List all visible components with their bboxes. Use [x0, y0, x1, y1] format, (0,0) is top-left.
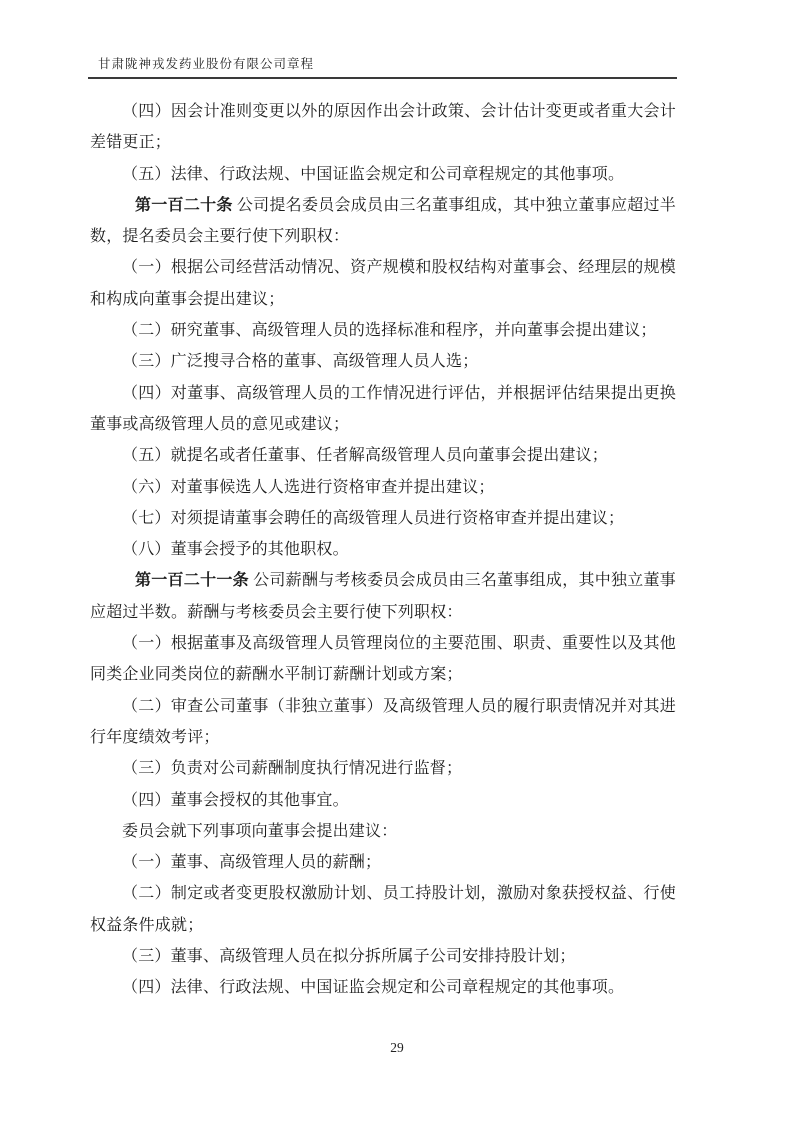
article-paragraph: 第一百二十一条 公司薪酬与考核委员会成员由三名董事组成，其中独立董事应超过半数。薪酬与考核委员会主要行使下列职权：	[90, 572, 676, 621]
paragraph: （二）研究董事、高级管理人员的选择标准和程序，并向董事会提出建议；	[122, 322, 657, 340]
header-title: 甘肃陇神戎发药业股份有限公司章程	[98, 57, 315, 71]
paragraph: （三）董事、高级管理人员在拟分拆所属子公司安排持股计划；	[122, 948, 576, 966]
document-body	[90, 96, 676, 1004]
paragraph: （三）负责对公司薪酬制度执行情况进行监督；	[122, 760, 463, 778]
page-number: 29	[390, 1040, 404, 1055]
paragraph: （七）对须提请董事会聘任的高级管理人员进行资格审查并提出建议；	[122, 509, 625, 527]
page-header	[88, 54, 677, 79]
paragraph: （五）法律、行政法规、中国证监会规定和公司章程规定的其他事项。	[122, 165, 625, 183]
paragraph: （四）法律、行政法规、中国证监会规定和公司章程规定的其他事项。	[122, 979, 625, 997]
paragraph: （五）就提名或者任董事、任者解高级管理人员向董事会提出建议；	[122, 447, 609, 465]
paragraph: （四）董事会授权的其他事宜。	[122, 791, 349, 809]
page-footer	[0, 1039, 794, 1057]
paragraph: （一）根据董事及高级管理人员管理岗位的主要范围、职责、重要性以及其他同类企业同类岗位的薪酬水平制订薪酬计划或方案；	[90, 635, 676, 684]
paragraph: （三）广泛搜寻合格的董事、高级管理人员人选；	[122, 353, 479, 371]
paragraph: （二）制定或者变更股权激励计划、员工持股计划，激励对象获授权益、行使权益条件成就；	[90, 885, 676, 934]
article-paragraph: 第一百二十条 公司提名委员会成员由三名董事组成，其中独立董事应超过半数，提名委员会主要行使下列职权：	[90, 196, 676, 246]
paragraph: （四）因会计准则变更以外的原因作出会计政策、会计估计变更或者重大会计差错更正；	[90, 103, 676, 152]
article-number: 第一百二十一条	[135, 572, 249, 590]
paragraph: （二）审查公司董事（非独立董事）及高级管理人员的履行职责情况并对其进行年度绩效考评；	[90, 697, 676, 746]
paragraph: （四）对董事、高级管理人员的工作情况进行评估，并根据评估结果提出更换董事或高级管理人员的意见或建议；	[90, 384, 676, 433]
paragraph: （一）根据公司经营活动情况、资产规模和股权结构对董事会、经理层的规模和构成向董事会提出建议；	[90, 259, 676, 308]
paragraph: 委员会就下列事项向董事会提出建议：	[122, 822, 398, 840]
paragraph: （一）董事、高级管理人员的薪酬；	[122, 854, 382, 872]
article-number: 第一百二十条	[135, 196, 233, 214]
paragraph: （八）董事会授予的其他职权。	[122, 541, 349, 559]
paragraph: （六）对董事候选人人选进行资格审查并提出建议；	[122, 478, 495, 496]
